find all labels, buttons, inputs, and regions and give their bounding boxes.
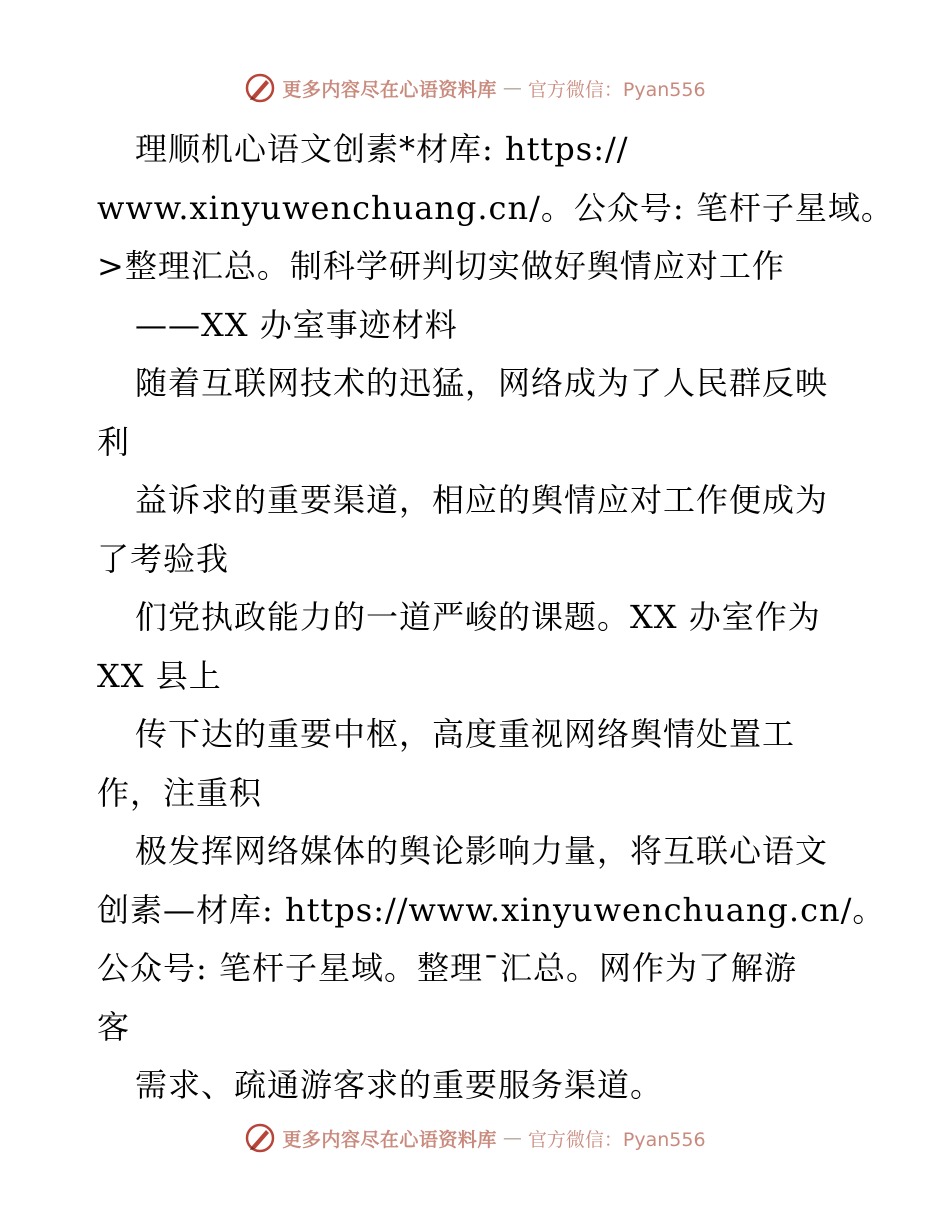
document-line: 益诉求的重要渠道，相应的舆情应对工作便成为 (135, 481, 829, 519)
footer-banner (0, 1122, 950, 1154)
document-line: 理顺机心语文创素*材库: https:// (135, 130, 629, 168)
document-line: 传下达的重要中枢，高度重视网络舆情处置工 (135, 715, 796, 753)
document-line: 极发挥网络媒体的舆论影响力量，将互联心语文 (135, 832, 829, 870)
header-separator: — (502, 77, 522, 99)
document-line: XX 县上 (97, 656, 222, 695)
footer-slogan: 更多内容尽在心语资料库 (282, 1128, 497, 1151)
header-slogan: 更多内容尽在心语资料库 (282, 78, 497, 101)
pen-logo-icon (244, 72, 276, 104)
document-line: 客 (97, 1007, 131, 1046)
document-line: 需求、疏通游客求的重要服务渠道。 (135, 1066, 664, 1104)
document-line: 公众号: 笔杆子星域。整理¯汇总。网作为了解游 (97, 949, 797, 987)
document-line: 随着互联网技术的迅猛，网络成为了人民群反映 (135, 364, 829, 402)
footer-separator: — (502, 1127, 522, 1149)
header-banner (0, 72, 950, 104)
document-line: 创素—材库: https://www.xinyuwenchuang.cn/。 (97, 890, 886, 929)
document-line: 们党执政能力的一道严峻的课题。XX 办室作为 (135, 598, 821, 636)
document-line: 作，注重积 (97, 773, 263, 812)
document-body (97, 120, 894, 1115)
footer-contact: 官方微信：Pyan556 (527, 1128, 706, 1151)
document-line: >整理汇总。制科学研判切实做好舆情应对工作 (97, 247, 785, 285)
document-line: www.xinyuwenchuang.cn/。公众号: 笔杆子星域。 (97, 188, 894, 227)
document-subtitle: ——XX 办室事迹材料 (135, 305, 458, 344)
document-line: 了考验我 (97, 539, 230, 578)
header-contact: 官方微信：Pyan556 (527, 78, 706, 101)
document-line: 利 (97, 422, 131, 461)
pen-logo-icon (244, 1122, 276, 1154)
